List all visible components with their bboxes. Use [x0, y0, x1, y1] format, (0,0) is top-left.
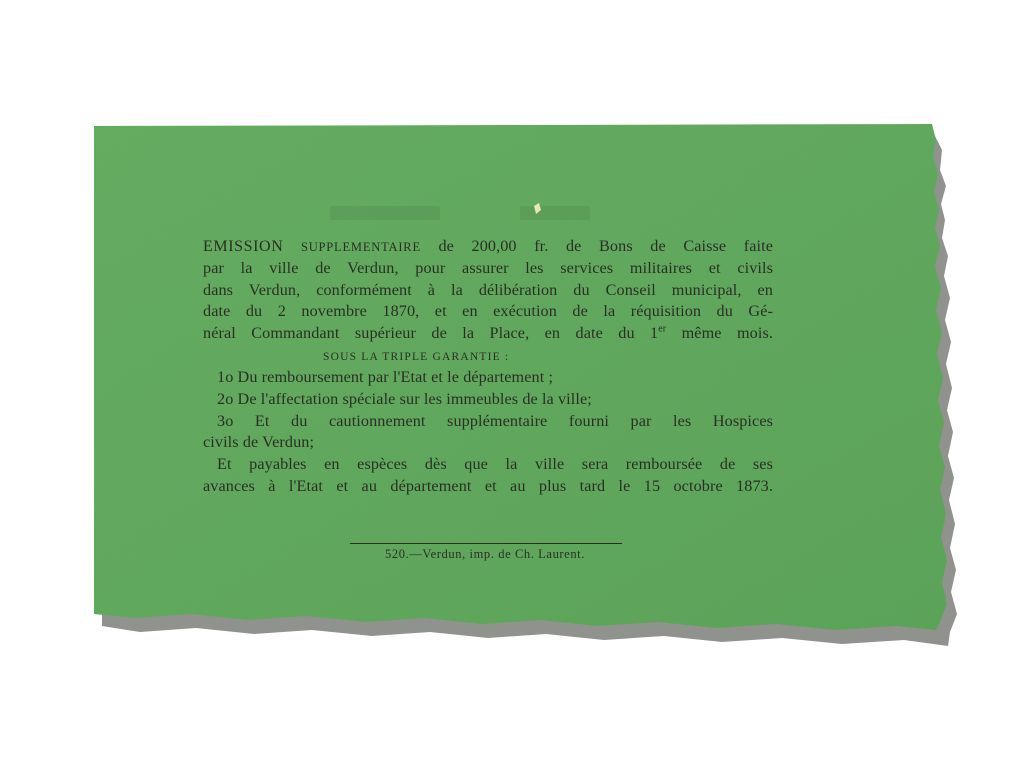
guarantee-item-3: 3o Et du cautionnement supplémentaire fourni par les Hospices: [217, 411, 773, 430]
text-line: par la ville de Verdun, pour assurer les services militaires et civils: [203, 258, 773, 277]
guarantee-item-2: 2o De l'affectation spéciale sur les immeubles de la ville;: [217, 389, 592, 408]
text-line: dans Verdun, conformément à la délibération du Conseil municipal, en: [203, 280, 773, 299]
text-line: [203, 236, 773, 258]
footer-rule: [350, 543, 622, 544]
guarantee-heading: SOUS LA TRIPLE GARANTIE :: [323, 350, 510, 363]
printer-imprint: 520.—Verdun, imp. de Ch. Laurent.: [385, 547, 585, 561]
notice-text: [203, 236, 773, 498]
guarantee-item-1: 1o Du remboursement par l'Etat et le département ;: [217, 367, 554, 386]
line5-superscript: er: [658, 323, 667, 335]
line5-end: même mois.: [666, 324, 773, 343]
line5-start: néral Commandant supérieur de la Place, en date du 1: [203, 324, 659, 343]
guarantee-item-3-cont: civils de Verdun;: [203, 433, 315, 452]
text-line: [203, 323, 773, 345]
supplementaire-word: SUPPLEMENTAIRE: [300, 240, 421, 254]
payable-line-1: Et payables en espèces dès que la ville sera remboursée de ses: [217, 455, 773, 474]
issue-amount-text: de 200,00 fr. de Bons de Caisse faite: [438, 237, 774, 255]
emission-word: EMISSION: [203, 238, 284, 255]
text-line: date du 2 novembre 1870, et en exécution de la réquisition du Gé-: [203, 302, 773, 321]
payable-line-2: avances à l'Etat et au département et au plus tard le 15 octobre 1873.: [203, 476, 773, 495]
